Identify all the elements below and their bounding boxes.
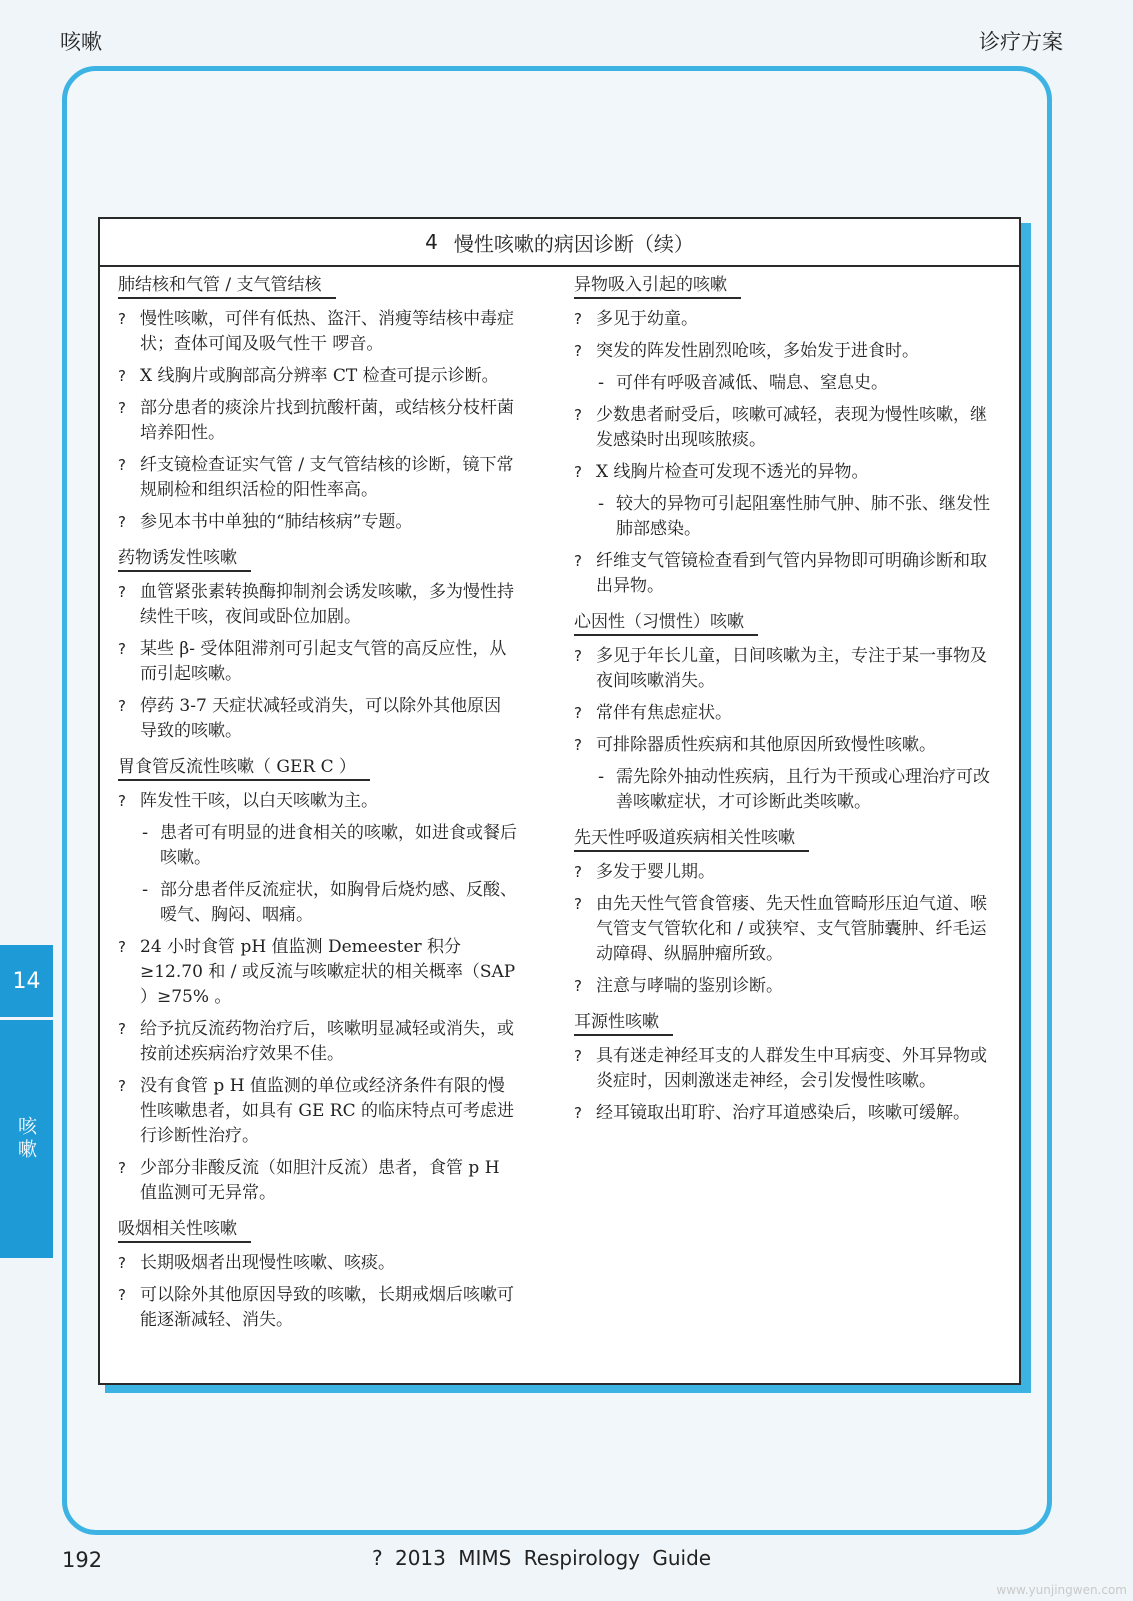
section-heading: 肺结核和气管 / 支气管结核 (118, 273, 336, 299)
bullet-text: 参见本书中单独的“肺结核病”专题。 (140, 512, 413, 532)
chapter-tab-number: 14 (0, 945, 53, 1017)
watermark: www.yunjingwen.com (996, 1583, 1127, 1597)
bullet-item (574, 974, 998, 999)
bullet-icon: ? (574, 310, 582, 328)
bullet-text: 需先除外抽动性疾病，且行为干预或心理治疗可改善咳嗽症状，才可诊断此类咳嗽。 (616, 767, 990, 812)
bullet-item (118, 364, 518, 389)
bullet-icon: ? (574, 463, 582, 481)
dash-bullet-icon: - (598, 494, 605, 514)
bullet-text: 具有迷走神经耳支的人群发生中耳病变、外耳异物或炎症时，因刺激迷走神经，会引发慢性咳嗽。 (596, 1046, 987, 1091)
bullet-text: 给予抗反流药物治疗后，咳嗽明显减轻或消失，或按前述疾病治疗效果不佳。 (140, 1019, 514, 1064)
bullet-icon: ? (574, 647, 582, 665)
bullet-item (574, 339, 998, 364)
bullet-text: 常伴有焦虑症状。 (596, 703, 732, 723)
bullet-text: 没有食管 p H 值监测的单位或经济条件有限的慢性咳嗽患者，如具有 GE RC 的临床特点可考虑进行诊断性治疗。 (140, 1076, 515, 1146)
bullet-item (118, 1017, 518, 1067)
bullet-item (574, 307, 998, 332)
bullet-icon: ? (118, 1020, 126, 1038)
bullet-icon: ? (574, 736, 582, 754)
bullet-text: 少数患者耐受后，咳嗽可减轻，表现为慢性咳嗽，继发感染时出现咳脓痰。 (596, 405, 987, 450)
bullet-icon: ? (118, 1254, 126, 1272)
bullet-text: 少部分非酸反流（如胆汁反流）患者，食管 p H 值监测可无异常。 (140, 1158, 500, 1203)
bullet-text: 部分患者伴反流症状，如胸骨后烧灼感、反酸、嗳气、胸闷、咽痛。 (160, 880, 517, 925)
sub-bullet-item (118, 878, 518, 928)
sub-bullet-item (574, 371, 998, 396)
chapter-tab-label: 咳嗽 (0, 1020, 53, 1258)
bullet-item (574, 644, 998, 694)
bullet-item (574, 460, 998, 485)
bullet-icon: ? (574, 977, 582, 995)
dash-bullet-icon: - (598, 767, 605, 787)
bullet-text: 24 小时食管 pH 值监测 Demeester 积分≥12.70 和 / 或反流与咳嗽症状的相关概率（SAP ）≥75% 。 (140, 937, 516, 1007)
running-header-left: 咳嗽 (60, 30, 102, 54)
bullet-item (574, 549, 998, 599)
bullet-text: 可以除外其他原因导致的咳嗽，长期戒烟后咳嗽可能逐渐减轻、消失。 (140, 1285, 514, 1330)
bullet-icon: ? (574, 1047, 582, 1065)
bullet-text: 可排除器质性疾病和其他原因所致慢性咳嗽。 (596, 735, 936, 755)
bullet-text: 多见于年长儿童，日间咳嗽为主，专注于某一事物及夜间咳嗽消失。 (596, 646, 987, 691)
bullet-icon: ? (118, 1159, 126, 1177)
bullet-text: 纤维支气管镜检查看到气管内异物即可明确诊断和取出异物。 (596, 551, 987, 596)
bullet-icon: ? (574, 342, 582, 360)
bullet-icon: ? (118, 938, 126, 956)
box-title-number: 4 (425, 230, 438, 254)
bullet-text: 可伴有呼吸音减低、喘息、窒息史。 (616, 373, 888, 393)
bullet-icon: ? (118, 456, 126, 474)
bullet-icon: ? (118, 1286, 126, 1304)
bullet-icon: ? (118, 513, 126, 531)
bullet-text: 较大的异物可引起阻塞性肺气肿、肺不张、继发性肺部感染。 (616, 494, 990, 539)
section-heading: 心因性（习惯性）咳嗽 (574, 610, 758, 636)
section-heading: 药物诱发性咳嗽 (118, 546, 251, 572)
content-box (98, 217, 1021, 1385)
bullet-item (118, 396, 518, 446)
bullet-text: 阵发性干咳，以白天咳嗽为主。 (140, 791, 378, 811)
sub-bullet-item (118, 821, 518, 871)
bullet-item (118, 510, 518, 535)
box-title-text: 慢性咳嗽的病因诊断（续） (453, 231, 694, 256)
section-heading: 胃食管反流性咳嗽（ GER C ） (118, 755, 370, 781)
bullet-item (574, 701, 998, 726)
bullet-icon: ? (574, 704, 582, 722)
bullet-icon: ? (118, 792, 126, 810)
bullet-item (574, 1044, 998, 1094)
bullet-text: 患者可有明显的进食相关的咳嗽，如进食或餐后咳嗽。 (160, 823, 517, 868)
right-column (574, 269, 998, 1133)
dash-bullet-icon: - (142, 880, 149, 900)
bullet-icon: ? (574, 552, 582, 570)
bullet-text: X 线胸片检查可发现不透光的异物。 (596, 462, 869, 482)
bullet-item (118, 1156, 518, 1206)
bullet-text: X 线胸片或胸部高分辨率 CT 检查可提示诊断。 (140, 366, 499, 386)
section-heading: 先天性呼吸道疾病相关性咳嗽 (574, 826, 809, 852)
bullet-item (574, 892, 998, 967)
bullet-item (118, 694, 518, 744)
sub-bullet-item (574, 492, 998, 542)
bullet-item (118, 935, 518, 1010)
running-header-right: 诊疗方案 (979, 30, 1063, 54)
bullet-text: 某些 β- 受体阻滞剂可引起支气管的高反应性，从而引起咳嗽。 (140, 639, 507, 684)
left-column (118, 269, 518, 1340)
bullet-icon: ? (574, 406, 582, 424)
bullet-item (118, 1251, 518, 1276)
bullet-text: 突发的阵发性剧烈呛咳，多始发于进食时。 (596, 341, 919, 361)
bullet-text: 长期吸烟者出现慢性咳嗽、咳痰。 (140, 1253, 395, 1273)
bullet-icon: ? (118, 367, 126, 385)
bullet-icon: ? (118, 583, 126, 601)
bullet-item (574, 1101, 998, 1126)
bullet-text: 停药 3-7 天症状减轻或消失，可以除外其他原因导致的咳嗽。 (140, 696, 502, 741)
bullet-item (118, 1283, 518, 1333)
bullet-text: 血管紧张素转换酶抑制剂会诱发咳嗽，多为慢性持续性干咳，夜间或卧位加剧。 (140, 582, 514, 627)
bullet-icon: ? (118, 310, 126, 328)
section-heading: 异物吸入引起的咳嗽 (574, 273, 741, 299)
sub-bullet-item (574, 765, 998, 815)
section-heading: 吸烟相关性咳嗽 (118, 1217, 251, 1243)
bullet-icon: ? (118, 640, 126, 658)
bullet-item (118, 453, 518, 503)
bullet-item (118, 580, 518, 630)
bullet-item (118, 637, 518, 687)
bullet-text: 慢性咳嗽，可伴有低热、盗汗、消瘦等结核中毒症状；查体可闻及吸气性干 啰音。 (140, 309, 514, 354)
bullet-item (118, 1074, 518, 1149)
box-title (100, 219, 1019, 267)
footer-credit: ? 2013 MIMS Respirology Guide (372, 1546, 712, 1570)
bullet-icon: ? (574, 863, 582, 881)
page-number: 192 (62, 1548, 103, 1572)
bullet-item (118, 307, 518, 357)
bullet-text: 纤支镜检查证实气管 / 支气管结核的诊断，镜下常规刷检和组织活检的阳性率高。 (140, 455, 514, 500)
bullet-icon: ? (118, 399, 126, 417)
bullet-item (574, 733, 998, 758)
bullet-icon: ? (574, 895, 582, 913)
bullet-item (574, 403, 998, 453)
bullet-text: 多发于婴儿期。 (596, 862, 715, 882)
bullet-item (574, 860, 998, 885)
dash-bullet-icon: - (142, 823, 149, 843)
bullet-text: 由先天性气管食管瘘、先天性血管畸形压迫气道、喉气管支气管软化和 / 或狭窄、支气管肺囊肿、纤毛运动障碍、纵膈肿瘤所致。 (596, 894, 987, 964)
bullet-text: 经耳镜取出耵聍、治疗耳道感染后，咳嗽可缓解。 (596, 1103, 970, 1123)
bullet-text: 多见于幼童。 (596, 309, 698, 329)
bullet-icon: ? (118, 697, 126, 715)
bullet-item (118, 789, 518, 814)
section-heading: 耳源性咳嗽 (574, 1010, 673, 1036)
bullet-icon: ? (118, 1077, 126, 1095)
dash-bullet-icon: - (598, 373, 605, 393)
bullet-text: 部分患者的痰涂片找到抗酸杆菌，或结核分枝杆菌培养阳性。 (140, 398, 514, 443)
bullet-text: 注意与哮喘的鉴别诊断。 (596, 976, 783, 996)
bullet-icon: ? (574, 1104, 582, 1122)
